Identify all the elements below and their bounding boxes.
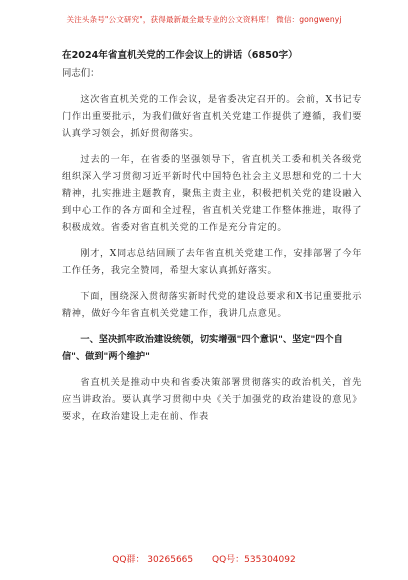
- paragraph: 过去的一年，在省委的坚强领导下，省直机关工委和机关各级党组织深入学习贯彻习近平新时代中国特色社会主义思想和党的二十大精神，扎实推进主题教育，聚焦主责主业，积极把机关党的建设融入到中心工作的各方面和全过程，省直机关党建工作整体推进，取得了积极成效。省委对省直机关党的工作是充分肯定的。: [62, 154, 362, 233]
- promo-banner: 关注头条号"公文研究"，获得最新最全最专业的公文资料库！ 微信：gongwenyj: [66, 15, 342, 24]
- qq-number: QQ号：535304092: [212, 555, 296, 565]
- contact-footer: [0, 552, 408, 565]
- salutation: 同志们：: [62, 68, 100, 79]
- qq-group: QQ群： 30265665: [112, 555, 194, 565]
- paragraph: 省直机关是推动中央和省委决策部署贯彻落实的政治机关，首先应当讲政治。要认真学习贯彻中央《关于加强党的政治建设的意见》要求，在政治建设上走在前、作表: [62, 377, 362, 422]
- paragraph: 刚才，X同志总结回顾了去年省直机关党建工作，安排部署了今年工作任务，我完全赞同，希望大家认真抓好落实。: [62, 248, 362, 276]
- document-page: [62, 48, 362, 434]
- paragraph: 下面，围绕深入贯彻落实新时代党的建设总要求和X书记重要批示精神，做好今年省直机关党建工作，我讲几点意见。: [62, 291, 362, 319]
- document-title: 在2024年省直机关党的工作会议上的讲话（6850字）: [62, 50, 298, 61]
- paragraph: 这次省直机关党的工作会议，是省委决定召开的。会前，X书记专门作出重要批示，为我们做好省直机关党建工作提供了遵循，我们要认真学习领会，抓好贯彻落实。: [62, 94, 362, 139]
- section-heading: 一、坚决抓牢政治建设统领，切实增强"四个意识"、坚定"四个自信"、做到"两个维护": [62, 334, 343, 362]
